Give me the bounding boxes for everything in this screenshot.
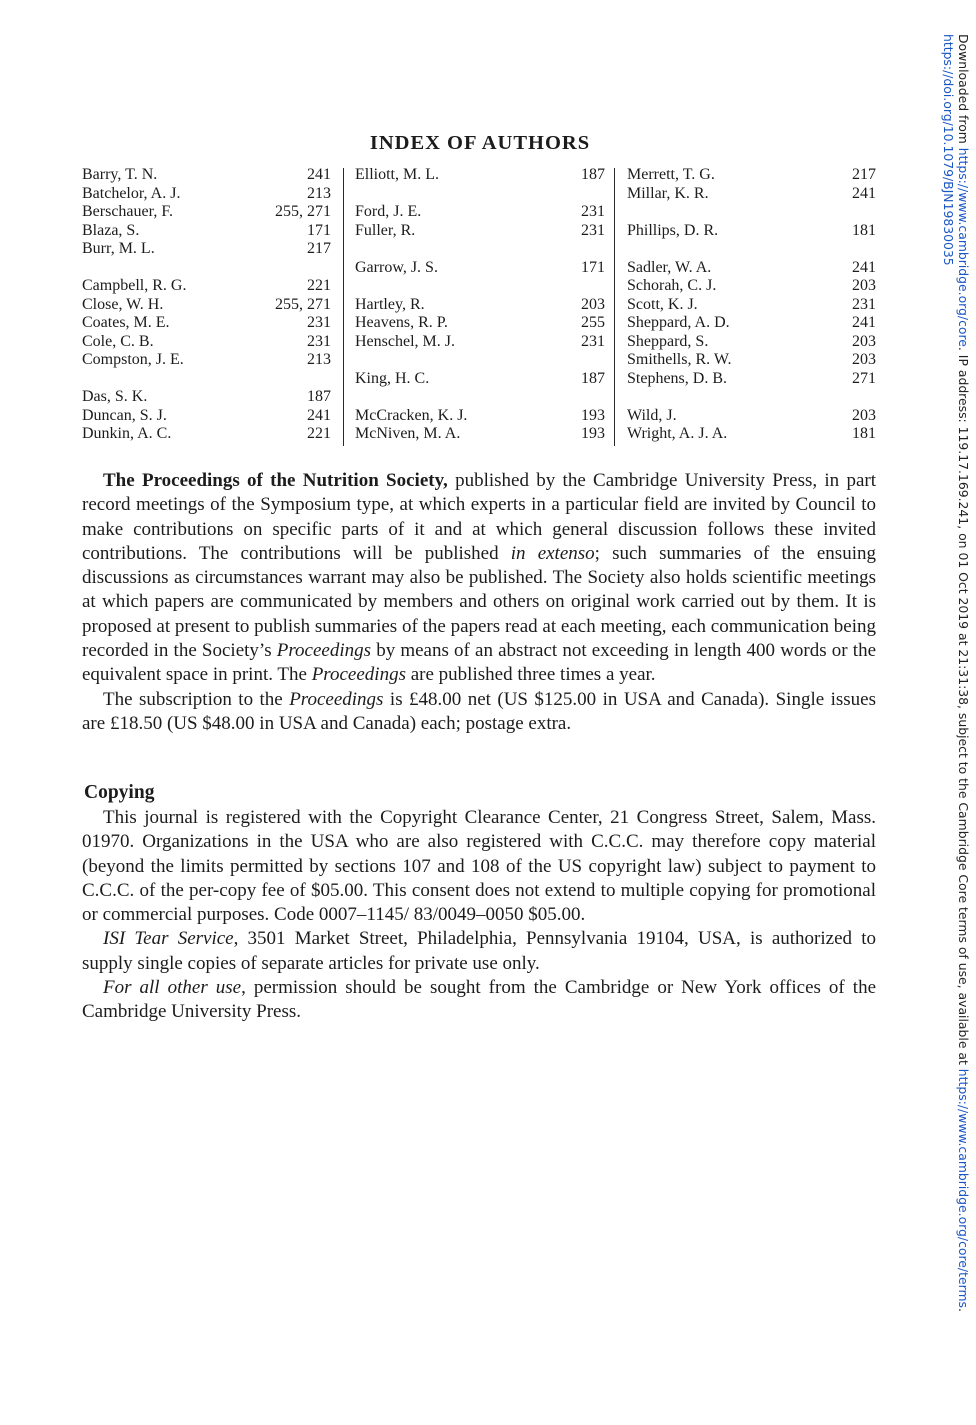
copyright-paragraph: This journal is registered with the Copyright Clearance Center, 21 Congress Street, Salem, Mass. 01970. Organizations in the USA who are also registered with C.C.C. may therefore copy material (beyond the limits permitted by sections 107 and 108 of the US copyright law) subject to payment to C.C.C. of the per-copy fee of $05.00. This consent does not extend to multiple copying for promotional or commercial purposes. Code 0007–1145/ 83/0049–0050 $05.00.: [82, 807, 876, 926]
author-name: Batchelor, A. J.: [82, 184, 181, 202]
text-run: are published three times a year.: [405, 664, 656, 686]
index-spacer: [355, 277, 605, 296]
page-number: 221: [307, 425, 331, 442]
author-name: Berschauer, F.: [82, 203, 173, 220]
page-number: 241: [307, 166, 331, 183]
index-entry: [627, 351, 876, 370]
text-run: ; such summaries of the ensuing discussions as circumstances warrant may also be published. The Society also holds scientific meetings at which papers are communicated by members and others on original work carried out by them. It is proposed at present to publish summaries of the papers read at each meeting, each communication being recorded in the Society’s: [82, 542, 876, 662]
text-run: , 3501 Market Street, Philadelphia, Pennsylvania 19104, USA, is authorized to supply single copies of separate articles for private use only.: [82, 928, 876, 974]
page-number: 203: [852, 332, 876, 350]
author-index: [82, 166, 876, 446]
index-spacer: [355, 351, 605, 370]
index-spacer: [627, 240, 876, 259]
journal-name: The Proceedings of the Nutrition Society,: [103, 470, 448, 491]
index-entry: [82, 166, 331, 185]
doi-link[interactable]: https://doi.org/10.1079/BJN19830035: [941, 34, 956, 266]
index-entry: [82, 185, 331, 204]
index-entry: [82, 425, 331, 444]
author-name: McNiven, M. A.: [355, 425, 461, 442]
cambridge-core-link[interactable]: https://www.cambridge.org/core: [956, 147, 971, 347]
author-name: Blaza, S.: [82, 221, 140, 239]
index-entry: [627, 277, 876, 296]
author-name: Burr, M. L.: [82, 240, 155, 257]
index-spacer: [82, 370, 331, 389]
index-spacer: [355, 185, 605, 204]
column-divider: [343, 168, 344, 446]
author-name: Coates, M. E.: [82, 314, 170, 331]
index-entry: [627, 222, 876, 241]
index-entry: [627, 314, 876, 333]
index-entry: [627, 425, 876, 444]
author-name: McCracken, K. J.: [355, 406, 468, 424]
page-number: 255, 271: [275, 295, 331, 313]
author-name: Stephens, D. B.: [627, 369, 727, 387]
author-name: Phillips, D. R.: [627, 221, 719, 239]
index-entry: [355, 314, 605, 333]
author-name: Schorah, C. J.: [627, 277, 717, 294]
page-number: 231: [307, 314, 331, 331]
index-column-2: [355, 166, 605, 446]
download-notice-line: [956, 34, 970, 1312]
page-number: 181: [852, 221, 876, 239]
index-entry: [627, 185, 876, 204]
page-number: 255: [581, 314, 605, 331]
italic-run: ISI Tear Service: [103, 928, 234, 950]
index-entry: [82, 351, 331, 370]
page-number: 187: [307, 388, 331, 405]
page-number: 231: [581, 203, 605, 220]
index-spacer: [627, 388, 876, 407]
author-name: King, H. C.: [355, 369, 430, 387]
index-entry: [355, 259, 605, 278]
page-number: 241: [852, 258, 876, 276]
text-run: by means of an abstract not exceeding in length 400 words or the equivalent space in print. The: [82, 640, 877, 686]
page-number: 193: [581, 406, 605, 424]
page-number: 171: [581, 258, 605, 276]
italic-run: Proceedings: [289, 688, 384, 710]
page-number: 231: [307, 332, 331, 350]
page-number: 187: [581, 369, 605, 387]
page-number: 213: [307, 184, 331, 202]
page-number: 171: [307, 221, 331, 239]
page-title: INDEX OF AUTHORS: [369, 132, 591, 154]
page-number: 203: [852, 277, 876, 294]
author-name: Henschel, M. J.: [355, 332, 455, 350]
author-name: Dunkin, A. C.: [82, 425, 172, 442]
index-entry: [627, 333, 876, 352]
author-name: Close, W. H.: [82, 295, 164, 313]
text-run: is £48.00 net (US $125.00 in USA and Canada). Single issues are £18.50 (US $48.00 in USA and Canada) each; postage extra.: [82, 688, 876, 734]
text-run: , permission should be sought from the Cambridge or New York offices of the Cambridge University Press.: [82, 977, 877, 1023]
italic-run: Proceedings: [276, 640, 372, 662]
index-entry: [355, 370, 605, 389]
author-name: Garrow, J. S.: [355, 258, 438, 276]
author-name: Compston, J. E.: [82, 351, 184, 368]
proceedings-paragraph: [82, 469, 876, 688]
index-entry: [355, 203, 605, 222]
page-number: 221: [307, 277, 331, 294]
index-entry: [355, 296, 605, 315]
subscription-paragraph: [82, 688, 876, 737]
author-name: Scott, K. J.: [627, 295, 698, 313]
page-number: 241: [852, 184, 876, 202]
index-entry: [355, 333, 605, 352]
index-entry: [82, 388, 331, 407]
author-name: Heavens, R. P.: [355, 314, 448, 331]
author-name: Fuller, R.: [355, 221, 416, 239]
author-name: Hartley, R.: [355, 295, 425, 313]
index-entry: [355, 222, 605, 241]
italic-run: For all other use: [103, 977, 242, 999]
index-entry: [355, 425, 605, 444]
index-spacer: [627, 203, 876, 222]
author-name: Sheppard, A. D.: [627, 314, 730, 331]
index-entry: [82, 407, 331, 426]
text-run: published by the Cambridge University Press, in part record meetings of the Symposium type, at which experts in a particular field are invited by Council to make contributions on specific parts of it and at which general discussion follows these invited contributions. The contributions will be published: [82, 470, 876, 564]
author-name: Wright, A. J. A.: [627, 425, 728, 442]
index-entry: [82, 314, 331, 333]
index-entry: [82, 222, 331, 241]
page-number: 203: [852, 406, 876, 424]
page-number: 241: [852, 314, 876, 331]
index-entry: [82, 296, 331, 315]
italic-run: Proceedings: [311, 664, 406, 686]
index-entry: [627, 259, 876, 278]
index-entry: [82, 333, 331, 352]
author-name: Duncan, S. J.: [82, 406, 167, 424]
author-name: Cole, C. B.: [82, 332, 154, 350]
page-number: 217: [852, 166, 876, 183]
proceedings-section: [82, 469, 876, 736]
page-number: 203: [581, 295, 605, 313]
index-spacer: [355, 388, 605, 407]
index-entry: [355, 407, 605, 426]
italic-run: in extenso: [510, 542, 595, 564]
index-entry: [355, 166, 605, 185]
author-name: Elliott, M. L.: [355, 166, 439, 183]
author-name: Ford, J. E.: [355, 203, 422, 220]
page-number: 193: [581, 425, 605, 442]
page-number: 181: [852, 425, 876, 442]
author-name: Barry, T. N.: [82, 166, 158, 183]
index-spacer: [355, 240, 605, 259]
index-entry: [82, 277, 331, 296]
other-use-paragraph: [82, 976, 876, 1025]
download-end: .: [956, 1307, 971, 1312]
author-name: Campbell, R. G.: [82, 277, 187, 294]
author-name: Sheppard, S.: [627, 332, 709, 350]
page-number: 231: [852, 295, 876, 313]
index-entry: [82, 203, 331, 222]
author-name: Smithells, R. W.: [627, 351, 732, 368]
copying-section: [82, 806, 876, 1025]
index-entry: [82, 240, 331, 259]
index-column-3: [627, 166, 876, 446]
page-number: 231: [581, 221, 605, 239]
page-number: 203: [852, 351, 876, 368]
author-name: Merrett, T. G.: [627, 166, 715, 183]
terms-link[interactable]: https://www.cambridge.org/core/terms: [956, 1068, 971, 1308]
index-entry: [627, 166, 876, 185]
page-number: 187: [581, 166, 605, 183]
page-number: 213: [307, 351, 331, 368]
page-number: 255, 271: [275, 203, 331, 220]
author-name: Das, S. K.: [82, 388, 148, 405]
page-number: 271: [852, 369, 876, 387]
download-details: . IP address: 119.17.169.241, on 01 Oct 2019 at 21:31:38, subject to the Cambridge Core terms of use, available at: [956, 346, 971, 1069]
page-number: 231: [581, 332, 605, 350]
copying-heading: Copying: [84, 782, 155, 803]
author-name: Sadler, W. A.: [627, 258, 712, 276]
page-number: 217: [307, 240, 331, 257]
isi-paragraph: [82, 927, 876, 976]
index-entry: [627, 296, 876, 315]
index-entry: [627, 407, 876, 426]
download-prefix: Downloaded from: [956, 34, 971, 148]
column-divider: [614, 168, 615, 446]
index-column-1: [82, 166, 331, 446]
page-number: 241: [307, 406, 331, 424]
index-spacer: [82, 259, 331, 278]
author-name: Wild, J.: [627, 406, 677, 424]
author-name: Millar, K. R.: [627, 184, 709, 202]
download-notice: [928, 0, 976, 1425]
text-run: The subscription to the: [103, 688, 290, 710]
index-entry: [627, 370, 876, 389]
